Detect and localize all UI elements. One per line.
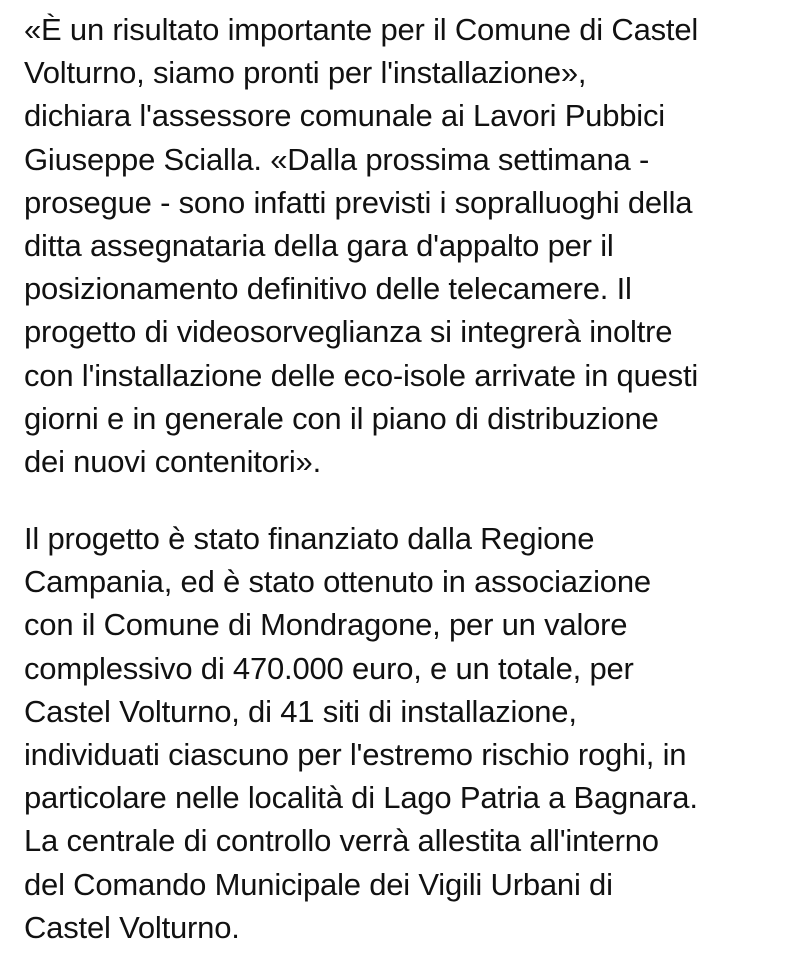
text-line: ditta assegnataria della gara d'appalto per il [24, 227, 614, 263]
text-line: «È un risultato importante per il Comune di Castel [24, 12, 699, 47]
text-line: giorni e in generale con il piano di distribuzione [24, 400, 659, 436]
text-line: complessivo di 470.000 euro, e un totale, per [24, 650, 634, 686]
text-line: Campania, ed è stato ottenuto in associazione [24, 564, 651, 600]
text-line: particolare nelle località di Lago Patria a Bagnara. [24, 780, 698, 816]
text-line: La centrale di controllo verrà allestita all'interno [24, 823, 659, 859]
paragraph-project-details [24, 517, 774, 949]
text-line: Castel Volturno. [24, 909, 240, 945]
text-line: Volturno, siamo pronti per l'installazione», [24, 55, 587, 91]
paragraph-quote [24, 0, 774, 483]
text-line: Il progetto è stato finanziato dalla Regione [24, 521, 595, 557]
text-line: prosegue - sono infatti previsti i sopralluoghi della [24, 184, 693, 220]
text-line: con l'installazione delle eco-isole arrivate in questi [24, 357, 699, 393]
text-line: dichiara l'assessore comunale ai Lavori Pubbici [24, 98, 665, 134]
text-line: con il Comune di Mondragone, per un valore [24, 607, 628, 643]
text-line: Giuseppe Scialla. «Dalla prossima settimana - [24, 141, 650, 177]
text-line: individuati ciascuno per l'estremo rischio roghi, in [24, 737, 687, 772]
text-line: del Comando Municipale dei Vigili Urbani di [24, 866, 613, 902]
article-body [24, 0, 774, 949]
text-line: progetto di videosorveglianza si integrerà inoltre [24, 314, 673, 350]
text-line: Castel Volturno, di 41 siti di installazione, [24, 693, 577, 729]
text-line: posizionamento definitivo delle telecamere. Il [24, 271, 632, 307]
text-line: dei nuovi contenitori». [24, 443, 321, 479]
